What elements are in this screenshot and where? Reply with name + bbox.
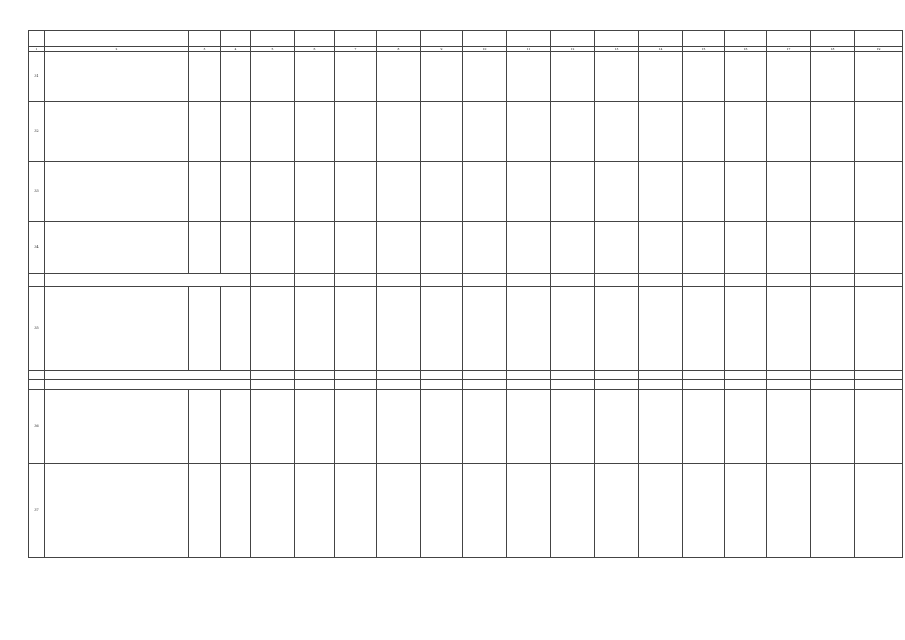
amount-cell <box>421 222 463 274</box>
amount-cell <box>551 222 595 274</box>
header-row <box>29 31 903 47</box>
amount-cell <box>551 464 595 558</box>
column-header <box>221 31 251 47</box>
amount-cell <box>335 464 377 558</box>
responsible-body <box>221 52 251 102</box>
subtotal-row <box>29 371 903 380</box>
column-header <box>767 31 811 47</box>
budget-code <box>189 390 221 464</box>
amount-cell <box>251 52 295 102</box>
amount-cell <box>595 222 639 274</box>
amount-cell <box>855 274 903 287</box>
amount-cell <box>335 222 377 274</box>
responsible-body <box>221 287 251 371</box>
column-number: 6 <box>295 47 335 52</box>
amount-cell <box>855 371 903 380</box>
amount-cell <box>551 287 595 371</box>
responsible-body <box>221 162 251 222</box>
amount-cell <box>295 162 335 222</box>
amount-cell <box>767 287 811 371</box>
amount-cell <box>683 380 725 390</box>
column-header <box>725 31 767 47</box>
column-header <box>377 31 421 47</box>
amount-cell <box>335 274 377 287</box>
program-description <box>45 52 189 102</box>
amount-cell <box>811 464 855 558</box>
amount-cell <box>421 274 463 287</box>
amount-cell <box>507 371 551 380</box>
amount-cell <box>725 102 767 162</box>
subtotal-row <box>29 274 903 287</box>
amount-cell <box>335 52 377 102</box>
amount-cell <box>295 52 335 102</box>
amount-cell <box>855 52 903 102</box>
amount-cell <box>251 371 295 380</box>
amount-cell <box>507 222 551 274</box>
amount-cell <box>507 390 551 464</box>
amount-cell <box>507 162 551 222</box>
amount-cell <box>855 464 903 558</box>
column-number: 1 <box>29 47 45 52</box>
amount-cell <box>855 162 903 222</box>
responsible-body <box>221 102 251 162</box>
amount-cell <box>377 102 421 162</box>
amount-cell <box>295 390 335 464</box>
amount-cell <box>507 274 551 287</box>
amount-cell <box>683 274 725 287</box>
subtotal-label <box>45 371 251 380</box>
column-header <box>551 31 595 47</box>
amount-cell <box>463 274 507 287</box>
amount-cell <box>463 371 507 380</box>
amount-cell <box>595 102 639 162</box>
column-header <box>639 31 683 47</box>
amount-cell <box>295 274 335 287</box>
amount-cell <box>551 390 595 464</box>
empty-cell <box>29 380 45 390</box>
amount-cell <box>335 390 377 464</box>
amount-cell <box>377 390 421 464</box>
column-number: 12 <box>551 47 595 52</box>
amount-cell <box>335 371 377 380</box>
budget-code <box>189 52 221 102</box>
amount-cell <box>639 274 683 287</box>
amount-cell <box>639 287 683 371</box>
column-number: 19 <box>855 47 903 52</box>
amount-cell <box>639 380 683 390</box>
amount-cell <box>767 52 811 102</box>
amount-cell <box>421 390 463 464</box>
column-header <box>683 31 725 47</box>
amount-cell <box>725 287 767 371</box>
program-row <box>29 162 903 222</box>
column-number: 14 <box>639 47 683 52</box>
amount-cell <box>725 162 767 222</box>
amount-cell <box>421 371 463 380</box>
amount-cell <box>595 162 639 222</box>
amount-cell <box>463 464 507 558</box>
amount-cell <box>295 222 335 274</box>
amount-cell <box>463 52 507 102</box>
amount-cell <box>463 162 507 222</box>
amount-cell <box>463 287 507 371</box>
amount-cell <box>639 464 683 558</box>
amount-cell <box>767 390 811 464</box>
row-number: 31 <box>29 52 45 102</box>
amount-cell <box>639 52 683 102</box>
amount-cell <box>251 274 295 287</box>
amount-cell <box>421 162 463 222</box>
amount-cell <box>507 287 551 371</box>
amount-cell <box>377 52 421 102</box>
amount-cell <box>377 162 421 222</box>
amount-cell <box>377 380 421 390</box>
amount-cell <box>421 52 463 102</box>
row-number: 34 <box>29 222 45 274</box>
program-description <box>45 464 189 558</box>
program-row <box>29 390 903 464</box>
program-description <box>45 162 189 222</box>
amount-cell <box>421 464 463 558</box>
amount-cell <box>595 274 639 287</box>
amount-cell <box>811 287 855 371</box>
amount-cell <box>335 102 377 162</box>
amount-cell <box>811 102 855 162</box>
amount-cell <box>639 162 683 222</box>
budget-code <box>189 102 221 162</box>
column-number: 4 <box>221 47 251 52</box>
column-number: 10 <box>463 47 507 52</box>
amount-cell <box>551 102 595 162</box>
column-header <box>855 31 903 47</box>
amount-cell <box>463 380 507 390</box>
amount-cell <box>767 102 811 162</box>
column-number: 17 <box>767 47 811 52</box>
column-header <box>335 31 377 47</box>
amount-cell <box>551 52 595 102</box>
amount-cell <box>295 464 335 558</box>
amount-cell <box>683 390 725 464</box>
amount-cell <box>251 162 295 222</box>
amount-cell <box>507 102 551 162</box>
column-header <box>295 31 335 47</box>
responsible-body <box>221 390 251 464</box>
amount-cell <box>725 380 767 390</box>
amount-cell <box>683 371 725 380</box>
program-description <box>45 102 189 162</box>
budget-code <box>189 162 221 222</box>
program-row <box>29 52 903 102</box>
amount-cell <box>855 102 903 162</box>
amount-cell <box>507 380 551 390</box>
amount-cell <box>595 380 639 390</box>
row-number: 37 <box>29 464 45 558</box>
amount-cell <box>463 390 507 464</box>
column-number: 5 <box>251 47 295 52</box>
amount-cell <box>421 380 463 390</box>
amount-cell <box>811 371 855 380</box>
amount-cell <box>725 464 767 558</box>
amount-cell <box>767 162 811 222</box>
amount-cell <box>595 371 639 380</box>
amount-cell <box>421 287 463 371</box>
amount-cell <box>767 274 811 287</box>
empty-cell <box>29 274 45 287</box>
column-header <box>595 31 639 47</box>
amount-cell <box>725 222 767 274</box>
amount-cell <box>855 222 903 274</box>
program-description <box>45 390 189 464</box>
subtotal-label <box>45 274 251 287</box>
column-number: 7 <box>335 47 377 52</box>
amount-cell <box>251 390 295 464</box>
program-description <box>45 222 189 274</box>
amount-cell <box>251 102 295 162</box>
column-header <box>463 31 507 47</box>
amount-cell <box>507 464 551 558</box>
amount-cell <box>811 274 855 287</box>
amount-cell <box>725 274 767 287</box>
amount-cell <box>421 102 463 162</box>
amount-cell <box>767 222 811 274</box>
subtotal-row <box>29 380 903 390</box>
amount-cell <box>811 162 855 222</box>
amount-cell <box>639 102 683 162</box>
column-header <box>189 31 221 47</box>
amount-cell <box>251 380 295 390</box>
amount-cell <box>377 464 421 558</box>
budget-code <box>189 287 221 371</box>
amount-cell <box>855 380 903 390</box>
amount-cell <box>683 222 725 274</box>
amount-cell <box>251 222 295 274</box>
amount-cell <box>855 287 903 371</box>
budget-table <box>28 30 903 558</box>
amount-cell <box>295 380 335 390</box>
budget-code <box>189 222 221 274</box>
amount-cell <box>463 102 507 162</box>
amount-cell <box>595 287 639 371</box>
amount-cell <box>463 222 507 274</box>
subtotal-label <box>45 380 251 390</box>
amount-cell <box>551 274 595 287</box>
amount-cell <box>767 371 811 380</box>
column-number: 8 <box>377 47 421 52</box>
column-header <box>29 31 45 47</box>
amount-cell <box>295 287 335 371</box>
row-number: 35 <box>29 287 45 371</box>
budget-code <box>189 464 221 558</box>
amount-cell <box>639 371 683 380</box>
amount-cell <box>811 222 855 274</box>
amount-cell <box>335 162 377 222</box>
amount-cell <box>683 52 725 102</box>
amount-cell <box>725 390 767 464</box>
column-number: 3 <box>189 47 221 52</box>
column-header <box>251 31 295 47</box>
amount-cell <box>767 464 811 558</box>
program-row <box>29 222 903 274</box>
amount-cell <box>251 287 295 371</box>
row-number: 32 <box>29 102 45 162</box>
amount-cell <box>855 390 903 464</box>
amount-cell <box>251 464 295 558</box>
row-number: 36 <box>29 390 45 464</box>
empty-cell <box>29 371 45 380</box>
amount-cell <box>595 464 639 558</box>
amount-cell <box>595 390 639 464</box>
program-row <box>29 287 903 371</box>
column-number: 11 <box>507 47 551 52</box>
program-row <box>29 102 903 162</box>
amount-cell <box>683 464 725 558</box>
amount-cell <box>377 222 421 274</box>
column-header <box>421 31 463 47</box>
amount-cell <box>639 390 683 464</box>
amount-cell <box>295 371 335 380</box>
amount-cell <box>377 371 421 380</box>
row-number: 33 <box>29 162 45 222</box>
amount-cell <box>595 52 639 102</box>
amount-cell <box>811 380 855 390</box>
program-description <box>45 287 189 371</box>
responsible-body <box>221 464 251 558</box>
amount-cell <box>551 380 595 390</box>
column-header <box>45 31 189 47</box>
responsible-body <box>221 222 251 274</box>
amount-cell <box>551 162 595 222</box>
amount-cell <box>725 371 767 380</box>
column-number: 15 <box>683 47 725 52</box>
amount-cell <box>335 287 377 371</box>
amount-cell <box>683 162 725 222</box>
amount-cell <box>377 274 421 287</box>
column-header <box>507 31 551 47</box>
amount-cell <box>639 222 683 274</box>
amount-cell <box>295 102 335 162</box>
amount-cell <box>335 380 377 390</box>
column-number: 16 <box>725 47 767 52</box>
amount-cell <box>811 390 855 464</box>
amount-cell <box>507 52 551 102</box>
column-header <box>811 31 855 47</box>
amount-cell <box>683 287 725 371</box>
column-number: 18 <box>811 47 855 52</box>
amount-cell <box>377 287 421 371</box>
amount-cell <box>767 380 811 390</box>
program-row <box>29 464 903 558</box>
column-number: 9 <box>421 47 463 52</box>
amount-cell <box>811 52 855 102</box>
amount-cell <box>683 102 725 162</box>
amount-cell <box>551 371 595 380</box>
column-number: 2 <box>45 47 189 52</box>
amount-cell <box>725 52 767 102</box>
column-number: 13 <box>595 47 639 52</box>
